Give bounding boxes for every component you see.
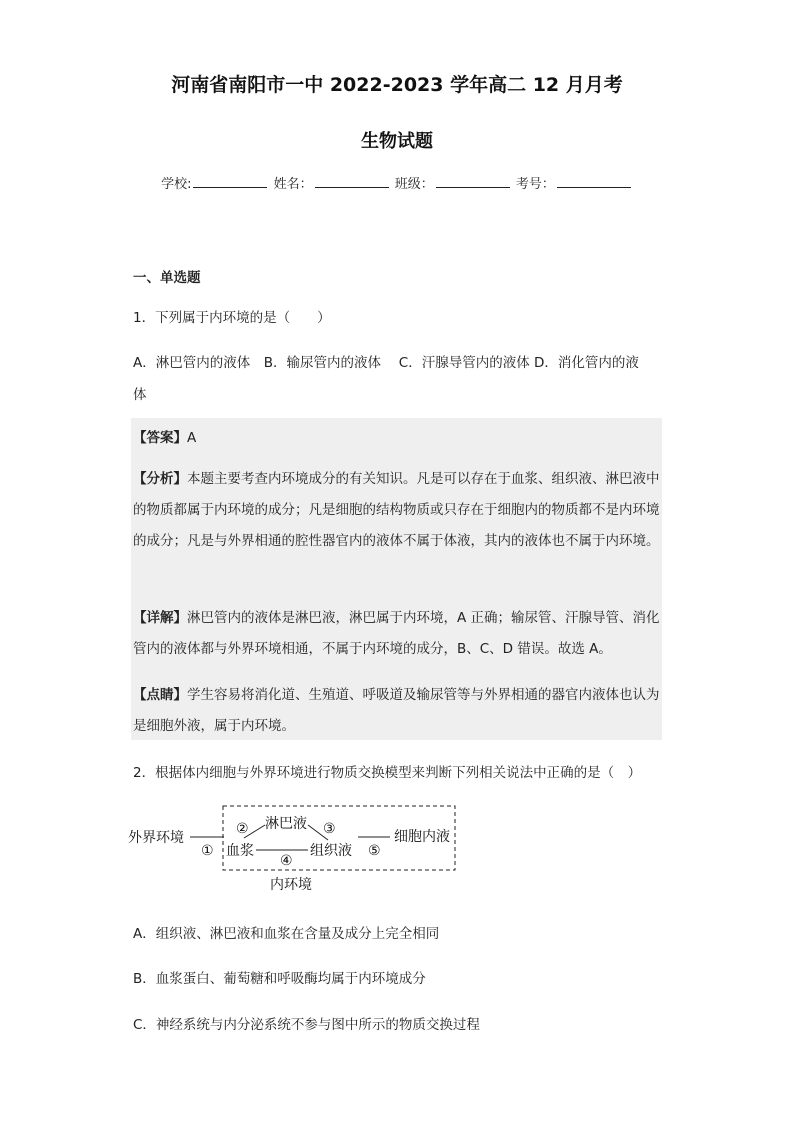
field-class-label: 班级： [394,177,434,192]
field-school-blank[interactable] [193,175,267,188]
field-name-blank[interactable] [315,175,389,188]
q1-detail [133,603,663,665]
q1-options-line1: A．淋巴管内的液体 B．输尿管内的液体 C．汗腺导管内的液体 D．消化管内的液 [133,355,639,371]
tip-text: 学生容易将消化道、生殖道、呼吸道及输尿管等与外界相通的器官内液体也认为是细胞外液，属于内环境。 [133,687,660,734]
number-4: ④ [280,853,293,869]
answer-label: 【答案】 [133,430,187,446]
section-heading: 一、单选题 [133,270,201,286]
detail-text: 淋巴管内的液体是淋巴液，淋巴属于内环境，A 正确；输尿管、汗腺导管、消化管内的液体都与外界环境相通，不属于内环境的成分，B、C、D 错误。故选 A。 [133,610,660,657]
field-name-label: 姓名： [273,177,313,192]
external-env-label: 外界环境 [128,830,184,846]
q1-tip [133,680,663,742]
q1-analysis [133,464,663,557]
page-subtitle: 生物试题 [361,131,433,152]
exchange-diagram [128,803,468,895]
q2-option-a: A．组织液、淋巴液和血浆在含量及成分上完全相同 [133,926,440,942]
number-1: ① [201,843,214,859]
tissue-label: 组织液 [310,843,352,859]
q1-answer [133,426,196,446]
student-info-line [0,173,794,192]
field-number-label: 考号： [515,177,555,192]
field-school-label: 学校: [161,177,192,192]
page-title: 河南省南阳市一中 2022-2023 学年高二 12 月月考 [171,74,623,96]
q1-options-line2: 体 [133,387,147,403]
plasma-label: 血浆 [226,843,254,859]
detail-label: 【详解】 [133,610,187,626]
analysis-text: 本题主要考查内环境成分的有关知识。凡是可以存在于血浆、组织液、淋巴液中的物质都属于内环境的成分；凡是细胞的结构物质或只存在于细胞内的物质都不是内环境的成分；凡是与外界相通的腔性器官内的液体不属于体液，其内的液体也不属于内环境。 [133,471,660,549]
field-number-blank[interactable] [557,175,631,188]
number-5: ⑤ [368,843,381,859]
tip-label: 【点睛】 [133,687,187,703]
internal-env-label: 内环境 [270,877,312,893]
q1-stem: 1．下列属于内环境的是（ ） [133,310,331,326]
q2-stem: 2．根据体内细胞与外界环境进行物质交换模型来判断下列相关说法中正确的是（ ） [133,765,642,781]
lymph-label: 淋巴液 [265,816,307,832]
number-3: ③ [323,821,336,837]
field-class-blank[interactable] [436,175,510,188]
q2-option-b: B．血浆蛋白、葡萄糖和呼吸酶均属于内环境成分 [133,971,426,987]
answer-value: A [187,430,197,446]
q2-option-c: C．神经系统与内分泌系统不参与图中所示的物质交换过程 [133,1017,480,1033]
intracellular-label: 细胞内液 [394,829,450,845]
analysis-label: 【分析】 [133,471,187,487]
number-2: ② [236,821,249,837]
